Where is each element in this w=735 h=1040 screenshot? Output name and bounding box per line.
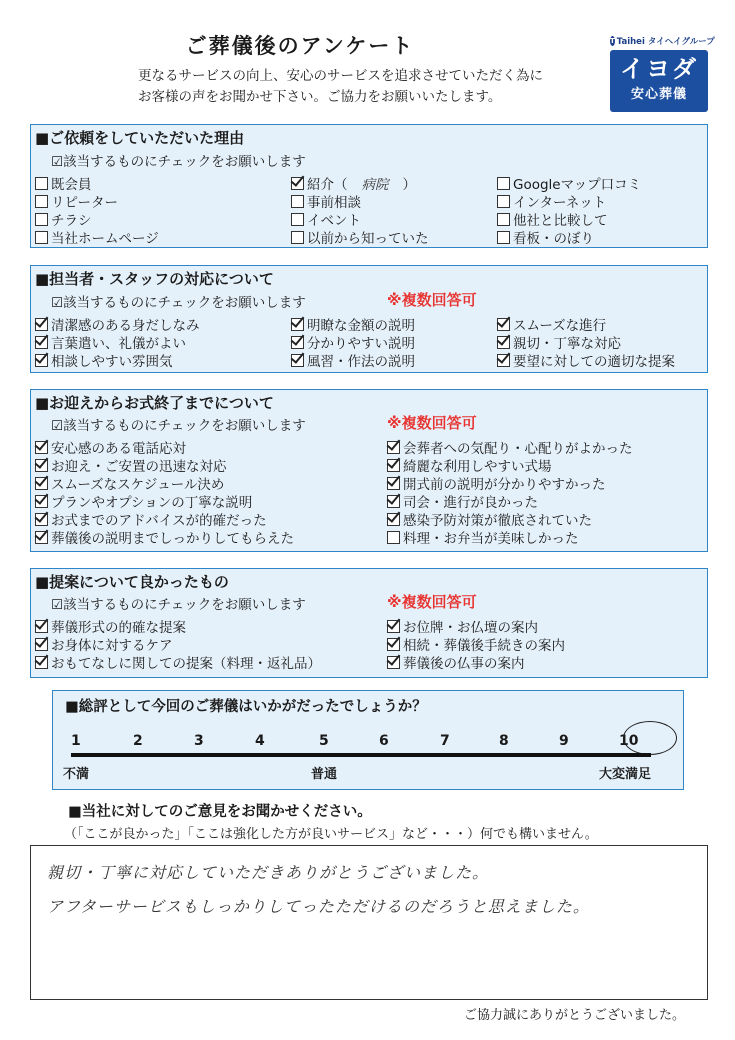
multiple-answers-note: ※複数回答可 [387, 414, 477, 432]
logo-box [610, 50, 708, 112]
option[interactable]: 分かりやすい説明 [291, 332, 415, 352]
checkbox[interactable] [387, 441, 400, 454]
logo-main: イヨダ [620, 55, 698, 83]
label-high: 大変満足 [599, 767, 652, 782]
scale-9[interactable]: 9 [559, 733, 569, 749]
option[interactable]: 綺麗な利用しやすい式場 [387, 455, 552, 475]
checkbox[interactable] [291, 336, 304, 349]
option[interactable]: スムーズな進行 [497, 314, 606, 334]
intro-text [138, 66, 543, 108]
section-heading: ■お迎えからお式終了までについて [35, 394, 274, 412]
checkbox[interactable] [35, 354, 48, 367]
checkbox[interactable] [35, 477, 48, 490]
option[interactable]: 要望に対しての適切な提案 [497, 350, 675, 370]
checkbox[interactable] [387, 495, 400, 508]
scale-line [71, 753, 651, 757]
checkbox[interactable] [291, 177, 304, 190]
option[interactable]: イベント [291, 209, 361, 229]
checkbox[interactable] [291, 195, 304, 208]
option-referral[interactable]: 紹介（ 病院 ） [291, 173, 416, 193]
option[interactable]: 安心感のある電話応対 [35, 437, 186, 457]
option[interactable]: 相続・葬儀後手続きの案内 [387, 634, 565, 654]
option[interactable]: 以前から知っていた [291, 227, 429, 247]
checkbox[interactable] [497, 336, 510, 349]
option[interactable]: 風習・作法の説明 [291, 350, 415, 370]
option[interactable]: 開式前の説明が分かりやすかった [387, 473, 606, 493]
option[interactable]: 看板・のぼり [497, 227, 594, 247]
comment-textarea[interactable] [30, 845, 708, 1000]
checkbox[interactable] [387, 477, 400, 490]
option[interactable]: 会葬者への気配り・心配りがよかった [387, 437, 633, 457]
option[interactable]: インターネット [497, 191, 606, 211]
checkbox[interactable] [35, 231, 48, 244]
option[interactable]: 事前相談 [291, 191, 361, 211]
section-instruction: ☑該当するものにチェックをお願いします [51, 597, 306, 613]
checkbox[interactable] [35, 213, 48, 226]
option[interactable]: 葬儀後の仏事の案内 [387, 652, 525, 672]
rating-question: ■総評として今回のご葬儀はいかがだったでしょうか？ [65, 699, 427, 715]
checkbox[interactable] [35, 459, 48, 472]
checkbox[interactable] [35, 638, 48, 651]
checkbox[interactable] [291, 354, 304, 367]
scale-2[interactable]: 2 [133, 733, 143, 749]
scale-8[interactable]: 8 [499, 733, 509, 749]
label-low: 不満 [63, 767, 90, 782]
opinion-heading: ■当社に対してのご意見をお聞かせください。 [68, 804, 372, 820]
handwritten-referral: 病院 [361, 177, 389, 193]
selected-rating-circle [623, 721, 677, 755]
company-logo [610, 35, 715, 112]
label-mid: 普通 [311, 767, 338, 782]
page-title: ご葬儀後のアンケート [185, 34, 415, 58]
option[interactable]: おもてなしに関しての提案（料理・返礼品） [35, 652, 321, 672]
checkbox[interactable] [497, 195, 510, 208]
multiple-answers-note: ※複数回答可 [387, 593, 477, 611]
checkbox[interactable] [497, 318, 510, 331]
checkbox[interactable] [387, 638, 400, 651]
checkbox[interactable] [35, 531, 48, 544]
logo-group [610, 35, 715, 47]
opinion-note: （「ここが良かった」「ここは強化した方が良いサービス」など・・・）何でも構いません。 [64, 827, 598, 842]
checkbox[interactable] [35, 177, 48, 190]
checkbox[interactable] [497, 354, 510, 367]
option[interactable]: 料理・お弁当が美味しかった [387, 527, 579, 547]
option[interactable]: チラシ [35, 209, 92, 229]
overall-rating [52, 690, 684, 790]
section-instruction: ☑該当するものにチェックをお願いします [51, 418, 306, 434]
option[interactable]: 葬儀後の説明までしっかりしてもらえた [35, 527, 294, 547]
section-instruction: ☑該当するものにチェックをお願いします [51, 295, 306, 311]
option[interactable]: 葬儀形式の的確な提案 [35, 616, 186, 636]
scale-7[interactable]: 7 [440, 733, 450, 749]
multiple-answers-note: ※複数回答可 [387, 291, 477, 309]
option[interactable]: 相談しやすい雰囲気 [35, 350, 173, 370]
checkbox[interactable] [291, 318, 304, 331]
scale-6[interactable]: 6 [379, 733, 389, 749]
option[interactable]: お身体に対するケア [35, 634, 173, 654]
option[interactable]: 親切・丁寧な対応 [497, 332, 621, 352]
option[interactable]: スムーズなスケジュール決め [35, 473, 224, 493]
option[interactable]: 明瞭な金額の説明 [291, 314, 415, 334]
checkbox[interactable] [35, 318, 48, 331]
option[interactable]: 言葉遣い、礼儀がよい [35, 332, 186, 352]
checkbox[interactable] [387, 513, 400, 526]
option[interactable]: 感染予防対策が徹底されていた [387, 509, 592, 529]
taihei-mark-icon: T [610, 37, 615, 45]
option[interactable]: 既会員 [35, 173, 92, 193]
section-reason [30, 124, 708, 248]
comment-line-2: アフターサービスもしっかりしてったただけるのだろうと思えました。 [47, 897, 590, 916]
checkbox[interactable] [35, 513, 48, 526]
section-proposal [30, 568, 708, 678]
scale-10[interactable]: 10 [619, 733, 639, 749]
logo-group-text: Taihei タイヘイグループ [616, 37, 715, 47]
section-ceremony [30, 389, 708, 552]
checkbox[interactable] [35, 620, 48, 633]
option[interactable]: お迎え・ご安置の迅速な対応 [35, 455, 227, 475]
logo-sub: 安心葬儀 [630, 87, 687, 102]
option[interactable]: 清潔感のある身だしなみ [35, 314, 200, 334]
checkbox[interactable] [35, 441, 48, 454]
checkbox[interactable] [35, 195, 48, 208]
option[interactable]: 他社と比較して [497, 209, 608, 229]
checkbox[interactable] [387, 531, 400, 544]
scale-3[interactable]: 3 [194, 733, 204, 749]
checkbox[interactable] [497, 231, 510, 244]
thanks-text: ご協力誠にありがとうございました。 [464, 1008, 686, 1023]
option[interactable]: お式までのアドバイスが的確だった [35, 509, 267, 529]
option[interactable]: プランやオプションの丁寧な説明 [35, 491, 252, 511]
section-heading: ■提案について良かったもの [35, 573, 229, 591]
section-staff [30, 265, 708, 373]
section-instruction: ☑該当するものにチェックをお願いします [51, 154, 306, 170]
section-heading: ■担当者・スタッフの対応について [35, 270, 274, 288]
scale-4[interactable]: 4 [255, 733, 265, 749]
checkbox[interactable] [387, 459, 400, 472]
option[interactable]: お位牌・お仏壇の案内 [387, 616, 538, 636]
checkbox[interactable] [35, 495, 48, 508]
checkbox[interactable] [497, 177, 510, 190]
checkbox[interactable] [387, 620, 400, 633]
option[interactable]: Googleマップ口コミ [497, 173, 641, 193]
section-heading: ■ご依頼をしていただいた理由 [35, 129, 245, 147]
scale-1[interactable]: 1 [71, 733, 81, 749]
checkbox[interactable] [35, 336, 48, 349]
scale-5[interactable]: 5 [319, 733, 329, 749]
checkbox[interactable] [497, 213, 510, 226]
intro-line-1: 更なるサービスの向上、安心のサービスを追求させていただく為に [138, 68, 543, 84]
option[interactable]: 当社ホームページ [35, 227, 159, 247]
option[interactable]: リピーター [35, 191, 118, 211]
checkbox[interactable] [387, 656, 400, 669]
checkbox[interactable] [291, 213, 304, 226]
option[interactable]: 司会・進行が良かった [387, 491, 538, 511]
comment-line-1: 親切・丁寧に対応していただきありがとうございました。 [47, 863, 490, 882]
checkbox[interactable] [35, 656, 48, 669]
intro-line-2: お客様の声をお聞かせ下さい。ご協力をお願いいたします。 [138, 89, 502, 105]
checkbox[interactable] [291, 231, 304, 244]
